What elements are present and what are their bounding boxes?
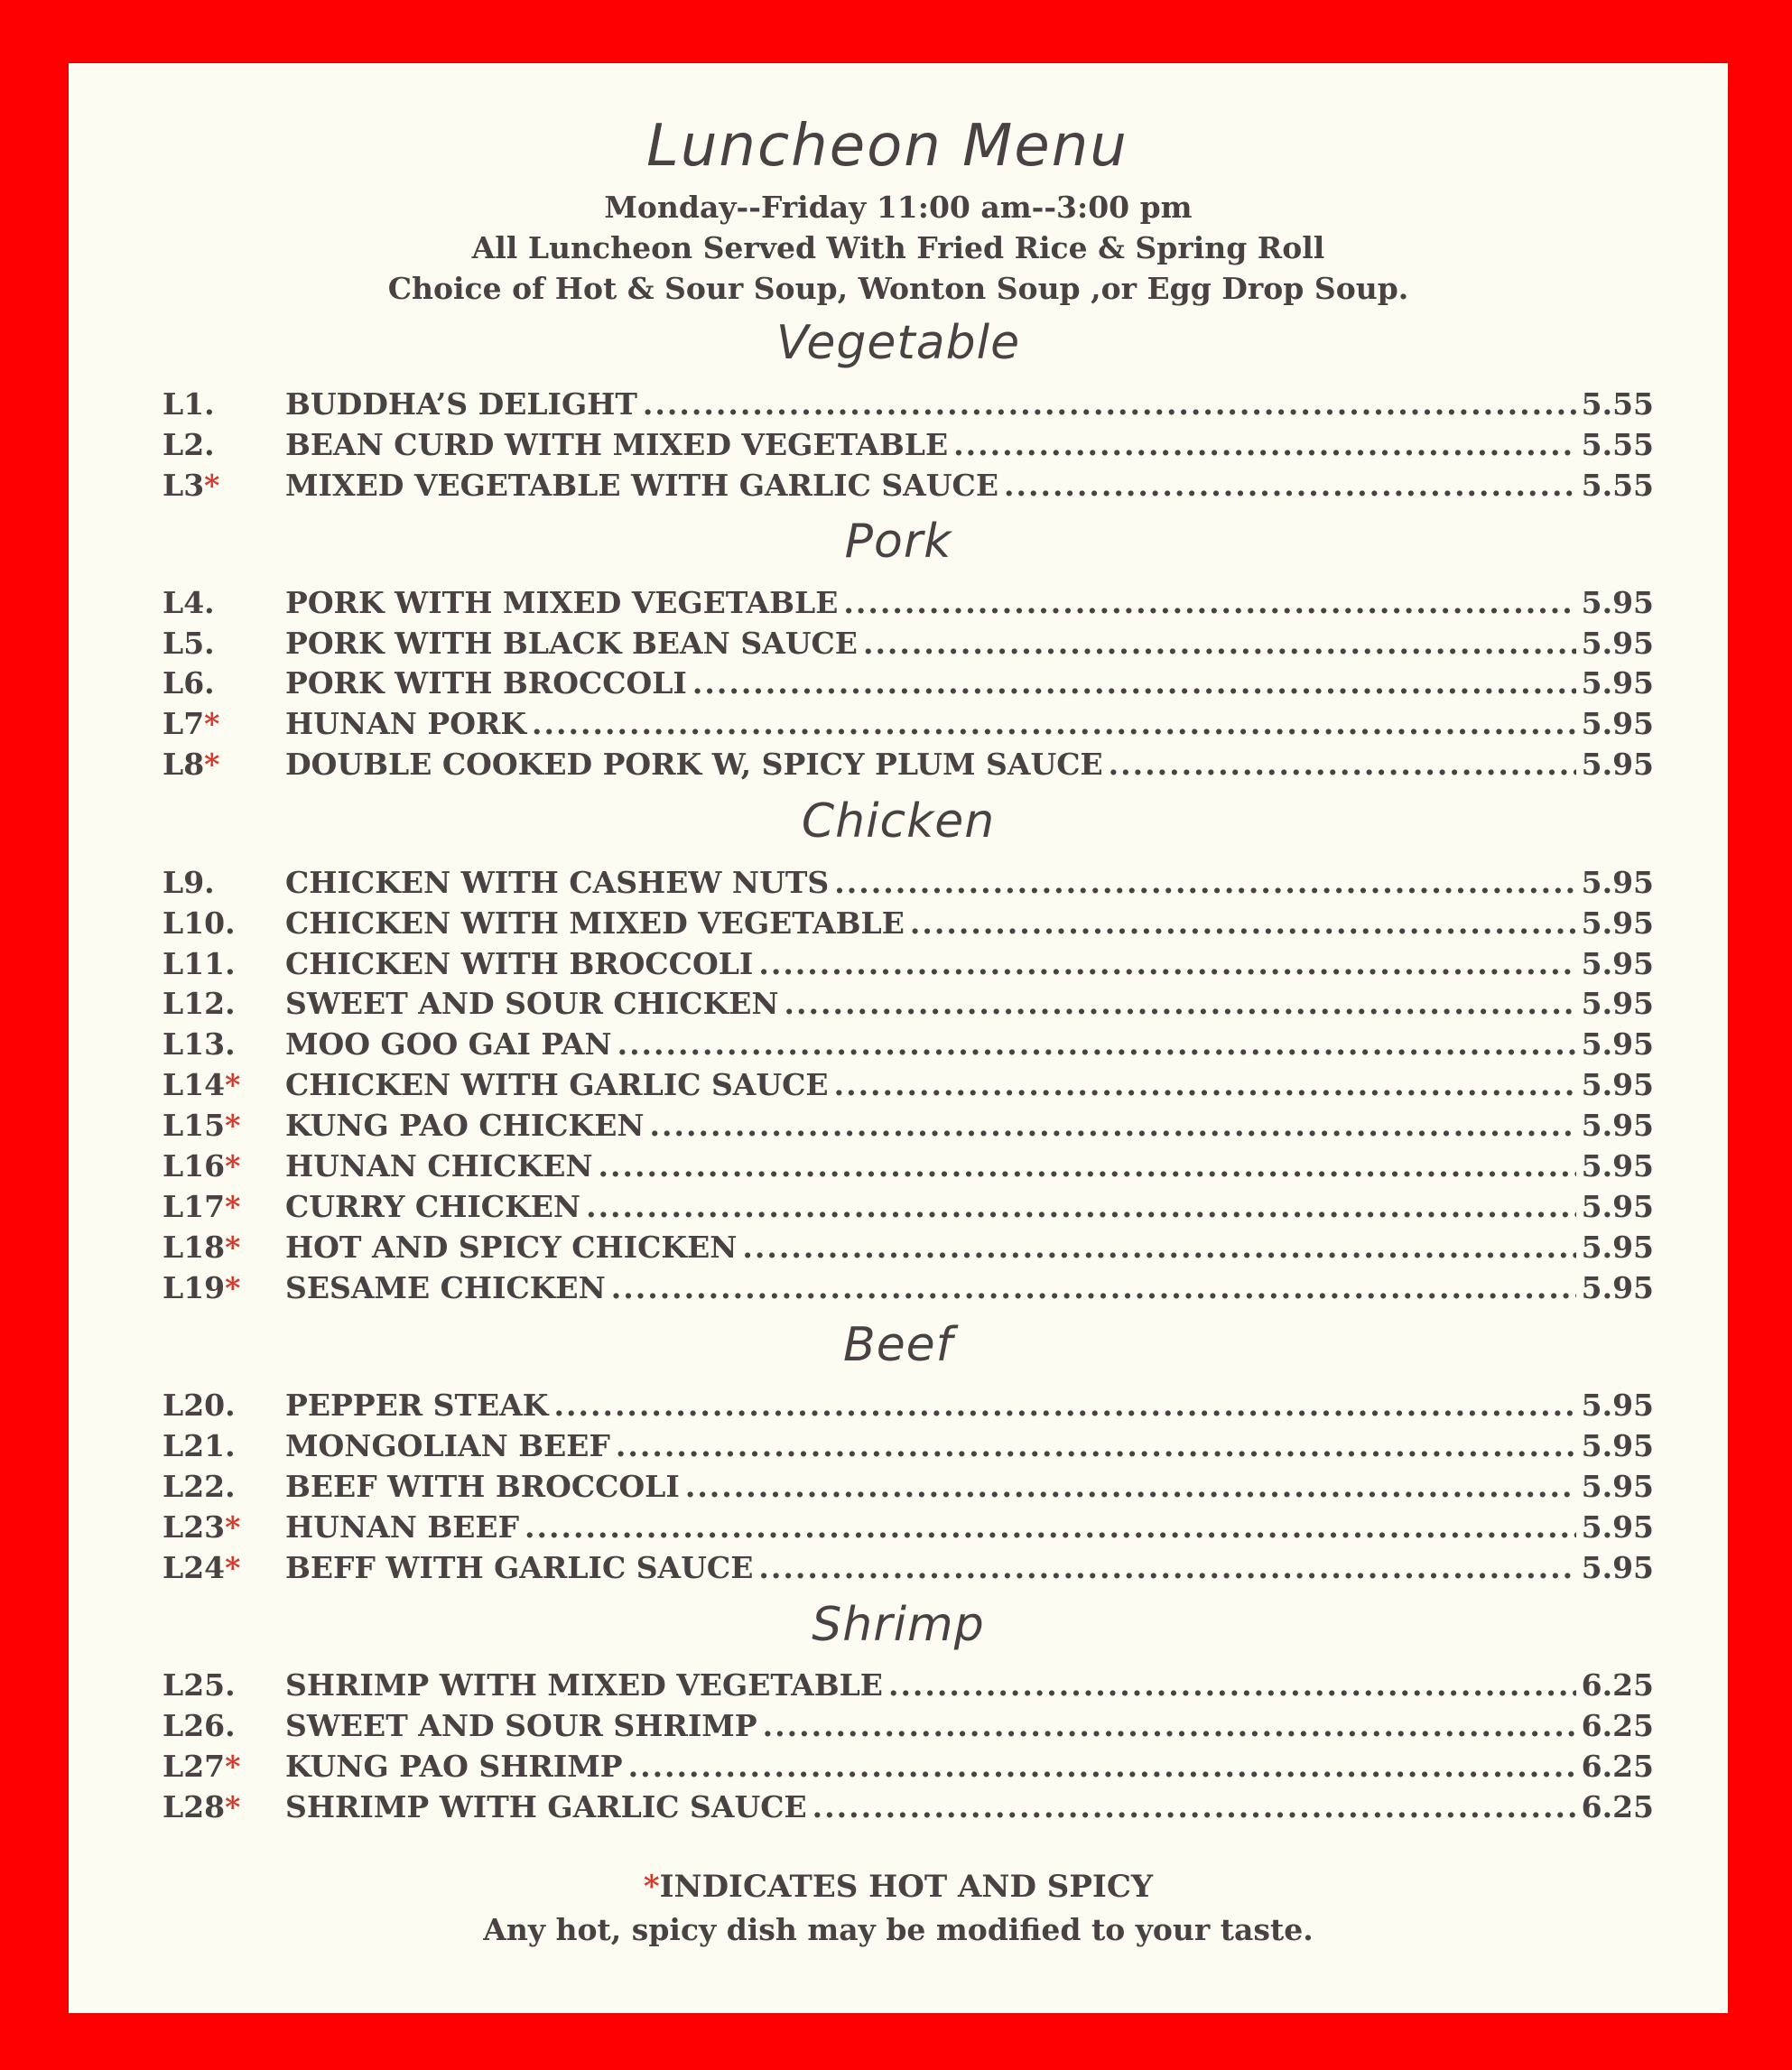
item-code: L13.: [162, 1026, 236, 1062]
menu-item: [162, 946, 1654, 986]
dot-leader: [1004, 468, 1576, 503]
item-code: L23*: [162, 1509, 241, 1545]
item-name: CHICKEN WITH BROCCOLI: [285, 946, 754, 981]
dot-leader: [763, 1708, 1576, 1743]
item-code: L26.: [162, 1708, 236, 1743]
item-price: 5.95: [1581, 946, 1654, 981]
item-price: 5.95: [1581, 1388, 1654, 1423]
item-code: L25.: [162, 1667, 236, 1703]
item-name: BEEF WITH BROCCOLI: [285, 1469, 680, 1504]
dot-leader: [643, 386, 1576, 422]
item-code: L15*: [162, 1108, 241, 1143]
hours-line: Monday--Friday 11:00 am--3:00 pm: [604, 190, 1193, 225]
item-name: BUDDHA’S DELIGHT: [285, 386, 637, 422]
dot-leader: [611, 1270, 1576, 1305]
item-price: 5.55: [1581, 427, 1654, 462]
menu-item: [162, 1270, 1654, 1310]
item-code: L24*: [162, 1550, 241, 1585]
dot-leader: [692, 665, 1576, 701]
dot-leader: [532, 706, 1576, 741]
item-name: SESAME CHICKEN: [285, 1270, 606, 1305]
item-code: L4.: [162, 585, 215, 620]
item-code: L27*: [162, 1749, 241, 1784]
dot-leader: [685, 1469, 1576, 1504]
item-price: 5.95: [1581, 905, 1654, 941]
item-code: L7*: [162, 706, 220, 741]
dot-leader: [910, 905, 1576, 941]
item-code: L17*: [162, 1189, 241, 1224]
menu-item: [162, 1789, 1654, 1829]
section-title-vegetable: Vegetable: [775, 316, 1021, 370]
menu-item: [162, 706, 1654, 746]
dot-leader: [888, 1667, 1576, 1703]
item-price: 5.95: [1581, 1067, 1654, 1102]
menu-item: [162, 1550, 1654, 1590]
dot-leader: [599, 1148, 1576, 1184]
served-with-line: All Luncheon Served With Fried Rice & Spring Roll: [471, 230, 1325, 265]
item-code: L11.: [162, 946, 236, 981]
dot-leader: [785, 986, 1576, 1021]
item-code: L3*: [162, 468, 220, 503]
item-name: CHICKEN WITH CASHEW NUTS: [285, 865, 830, 900]
menu-item: [162, 1749, 1654, 1788]
item-name: SWEET AND SOUR CHICKEN: [285, 986, 779, 1021]
item-code: L1.: [162, 386, 215, 422]
menu-item: [162, 1708, 1654, 1748]
item-name: BEFF WITH GARLIC SAUCE: [285, 1550, 754, 1585]
menu-item: [162, 1108, 1654, 1147]
section-title-beef: Beef: [843, 1318, 953, 1372]
dot-leader: [843, 585, 1575, 620]
menu-item: [162, 1148, 1654, 1188]
item-name: CHICKEN WITH GARLIC SAUCE: [285, 1067, 829, 1102]
item-code: L10.: [162, 905, 236, 941]
dot-leader: [617, 1026, 1576, 1062]
spicy-note: Any hot, spicy dish may be modified to your taste.: [483, 1912, 1314, 1947]
item-name: MONGOLIAN BEEF: [285, 1428, 610, 1463]
item-price: 6.25: [1581, 1708, 1654, 1743]
item-code: L6.: [162, 665, 215, 701]
soup-choice-line: Choice of Hot & Sour Soup, Wonton Soup ,or Egg Drop Soup.: [387, 271, 1409, 306]
item-code: L18*: [162, 1230, 241, 1265]
item-price: 5.95: [1581, 585, 1654, 620]
menu-item: [162, 1026, 1654, 1066]
legend-text: INDICATES HOT AND SPICY: [659, 1869, 1154, 1905]
item-price: 5.55: [1581, 468, 1654, 503]
menu-item: [162, 1067, 1654, 1107]
item-name: PORK WITH BLACK BEAN SAUCE: [285, 626, 858, 661]
item-name: SHRIMP WITH GARLIC SAUCE: [285, 1789, 807, 1824]
menu-item: [162, 1388, 1654, 1427]
dot-leader: [525, 1509, 1576, 1545]
item-name: KUNG PAO SHRIMP: [285, 1749, 623, 1784]
item-name: SWEET AND SOUR SHRIMP: [285, 1708, 757, 1743]
item-code: L22.: [162, 1469, 236, 1504]
dot-leader: [953, 427, 1576, 462]
item-name: MOO GOO GAI PAN: [285, 1026, 612, 1062]
item-price: 5.95: [1581, 865, 1654, 900]
item-price: 5.95: [1581, 1148, 1654, 1184]
item-code: L12.: [162, 986, 236, 1021]
dot-leader: [863, 626, 1576, 661]
dot-leader: [758, 1550, 1575, 1585]
dot-leader: [812, 1789, 1576, 1824]
item-price: 5.95: [1581, 626, 1654, 661]
menu-item: [162, 1189, 1654, 1229]
menu-item: [162, 986, 1654, 1026]
item-name: MIXED VEGETABLE WITH GARLIC SAUCE: [285, 468, 998, 503]
menu-item: [162, 468, 1654, 507]
item-code: L14*: [162, 1067, 241, 1102]
item-price: 5.95: [1581, 1509, 1654, 1545]
menu-page: [69, 63, 1728, 2013]
spicy-legend: [69, 1869, 1728, 1905]
item-price: 5.55: [1581, 386, 1654, 422]
item-code: L8*: [162, 747, 220, 782]
item-price: 5.95: [1581, 1230, 1654, 1265]
item-name: PEPPER STEAK: [285, 1388, 549, 1423]
item-price: 6.25: [1581, 1789, 1654, 1824]
menu-title: Luncheon Menu: [646, 113, 1128, 180]
item-code: L5.: [162, 626, 215, 661]
dot-leader: [628, 1749, 1576, 1784]
menu-item: [162, 905, 1654, 945]
menu-item: [162, 386, 1654, 426]
item-name: PORK WITH BROCCOLI: [285, 665, 687, 701]
item-price: 5.95: [1581, 1428, 1654, 1463]
item-price: 5.95: [1581, 1469, 1654, 1504]
menu-item: [162, 1509, 1654, 1549]
item-price: 5.95: [1581, 665, 1654, 701]
item-code: L21.: [162, 1428, 236, 1463]
item-name: PORK WITH MIXED VEGETABLE: [285, 585, 839, 620]
dot-leader: [1109, 747, 1576, 782]
item-name: KUNG PAO CHICKEN: [285, 1108, 645, 1143]
item-code: L19*: [162, 1270, 241, 1305]
dot-leader: [834, 1067, 1576, 1102]
section-title-pork: Pork: [844, 515, 952, 569]
legend-star: *: [643, 1869, 660, 1905]
menu-item: [162, 747, 1654, 786]
menu-item: [162, 865, 1654, 905]
item-name: HUNAN CHICKEN: [285, 1148, 593, 1184]
item-name: HUNAN BEEF: [285, 1509, 520, 1545]
dot-leader: [742, 1230, 1575, 1265]
item-name: HUNAN PORK: [285, 706, 527, 741]
section-title-chicken: Chicken: [801, 794, 996, 849]
section-title-shrimp: Shrimp: [812, 1598, 985, 1652]
item-code: L9.: [162, 865, 215, 900]
item-price: 6.25: [1581, 1667, 1654, 1703]
menu-item: [162, 427, 1654, 467]
dot-leader: [554, 1388, 1576, 1423]
menu-item: [162, 585, 1654, 625]
item-price: 5.95: [1581, 1108, 1654, 1143]
item-price: 6.25: [1581, 1749, 1654, 1784]
item-code: L28*: [162, 1789, 241, 1824]
item-code: L20.: [162, 1388, 236, 1423]
menu-item: [162, 665, 1654, 705]
item-price: 5.95: [1581, 747, 1654, 782]
menu-item: [162, 1667, 1654, 1707]
item-price: 5.95: [1581, 986, 1654, 1021]
item-name: SHRIMP WITH MIXED VEGETABLE: [285, 1667, 883, 1703]
dot-leader: [758, 946, 1575, 981]
item-price: 5.95: [1581, 706, 1654, 741]
dot-leader: [586, 1189, 1576, 1224]
item-name: DOUBLE COOKED PORK W, SPICY PLUM SAUCE: [285, 747, 1103, 782]
item-code: L2.: [162, 427, 215, 462]
item-name: CURRY CHICKEN: [285, 1189, 581, 1224]
item-name: BEAN CURD WITH MIXED VEGETABLE: [285, 427, 949, 462]
menu-item: [162, 626, 1654, 665]
item-name: CHICKEN WITH MIXED VEGETABLE: [285, 905, 905, 941]
dot-leader: [834, 865, 1575, 900]
item-price: 5.95: [1581, 1189, 1654, 1224]
dot-leader: [616, 1428, 1576, 1463]
dot-leader: [650, 1108, 1576, 1143]
item-price: 5.95: [1581, 1026, 1654, 1062]
menu-item: [162, 1230, 1654, 1269]
item-price: 5.95: [1581, 1270, 1654, 1305]
menu-item: [162, 1428, 1654, 1468]
item-code: L16*: [162, 1148, 241, 1184]
item-price: 5.95: [1581, 1550, 1654, 1585]
item-name: HOT AND SPICY CHICKEN: [285, 1230, 738, 1265]
menu-item: [162, 1469, 1654, 1508]
